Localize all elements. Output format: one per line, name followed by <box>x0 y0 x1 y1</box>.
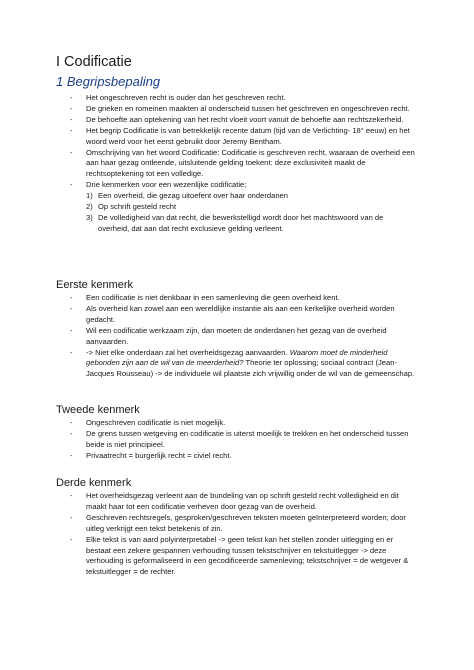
section-title: 1 Begripsbepaling <box>56 74 161 89</box>
list-item: - De behoefte aan optekening van het recht vloeit voort vanuit de behoefte aan rechtszekerheid. <box>70 114 404 124</box>
list-item: - Het begrip Codificatie is van betrekkelijk recente datum (tijd van de Verlichting- 18° eeuw) en het woord werd voor het eerst gebruikt door Jeremy Bentham. <box>70 125 410 146</box>
list-item: - Een codificatie is niet denkbaar in een samenleving die geen overheid kent. <box>70 293 340 302</box>
kenmerken-numbered-list <box>86 191 416 235</box>
list-item: - Geschreven rechtsregels, gesproken/geschreven teksten moeten geïnterpreteerd worden; door uitleg verkrijgt een tekst betekenis of zin. <box>70 512 406 533</box>
derde-kenmerk-list <box>56 491 416 578</box>
tweede-kenmerk-list <box>56 418 416 462</box>
heading-derde-kenmerk: Derde kenmerk <box>56 477 132 489</box>
list-item: - Wil een codificatie werkzaam zijn, dan moeten de onderdanen het gezag van de overheid aanvaarden. <box>70 325 387 346</box>
italic-question: Waarom moet de minderheid gebonden zijn aan de wil van de meerderheid? <box>86 347 388 368</box>
numbered-item: 3) De volledigheid van dat recht, die bewerkstelligd wordt door het machtswoord van de overheid, dat aan dat recht exclusieve gelding verleent. <box>86 212 384 233</box>
list-item: - Het ongeschreven recht is ouder dan het geschreven recht. <box>70 93 286 102</box>
list-item: - -> Niet elke onderdaan zal het overheidsgezag aanvaarden. Waarom moet de minderheid gebonden zijn aan de wil van de meerderheid? Theorie ter oplossing; sociaal contract (Jean-Jacques Rousseau) -> de individuele wil plaatste zich vrijwillig onder de wil van de gemeenschap. <box>70 347 415 379</box>
list-item: - Ongeschreven codificatie is niet mogelijk. <box>70 418 226 427</box>
list-item: - Als overheid kan zowel aan een wereldlijke instantie als aan een kerkelijke overheid worden gedacht. <box>70 303 395 324</box>
numbered-item: 1) Een overheid, die gezag uitoefent over haar onderdanen <box>86 191 288 201</box>
list-item: - Privaatrecht = burgerlijk recht = civiel recht. <box>70 450 232 460</box>
list-item: - De grens tussen wetgeving en codificatie is uiterst moeilijk te trekken en het onderscheid tussen beide is niet principieel. <box>70 428 409 449</box>
eerste-kenmerk-list <box>56 293 416 380</box>
numbered-item: 2) Op schrift gesteld recht <box>86 202 177 212</box>
heading-eerste-kenmerk: Eerste kenmerk <box>56 279 134 291</box>
list-item: - Elke tekst is van aard polyinterpretabel -> geen tekst kan het stellen zonder uitlegging en er bestaat een zekere gespannen verhouding tussen tekstschrijver en tekstuitlegger -> deze verhouding is geformaliseerd in een gecodificeerde samenleving; tekstschrijver = de wetgever & tekstuitlegger = de rechter. <box>70 534 409 577</box>
list-item: - De grieken en romeinen maakten al onderscheid tussen het geschreven en ongeschreven recht. <box>70 103 410 113</box>
list-item: - Omschrijving van het woord Codificatie: Codificatie is geschreven recht, waaraan de overheid een aan haar gezag ontleende, uitsluitende gelding toekent: deze exclusiviteit maakt de rechtsoptekening tot een volledige. <box>70 147 415 179</box>
heading-tweede-kenmerk: Tweede kenmerk <box>56 404 140 416</box>
begripsbepaling-list <box>56 93 416 235</box>
page-title: I Codificatie <box>56 54 132 70</box>
list-item: - Drie kenmerken voor een wezenlijke codificatie; 1) Een overheid, die gezag uitoefent over haar onderdanen 2) Op schrift gesteld recht 3) De volledigheid van dat recht, die bewerkstelligd wordt door het machtswoord van de overheid, dat aan dat recht exclusieve gelding verleent. <box>56 180 416 235</box>
list-item: - Het overheidsgezag verleent aan de bundeling van op schrift gesteld recht volledigheid en dit maakt haar tot een codificatie verheven door gezag van de overheid. <box>70 491 399 511</box>
